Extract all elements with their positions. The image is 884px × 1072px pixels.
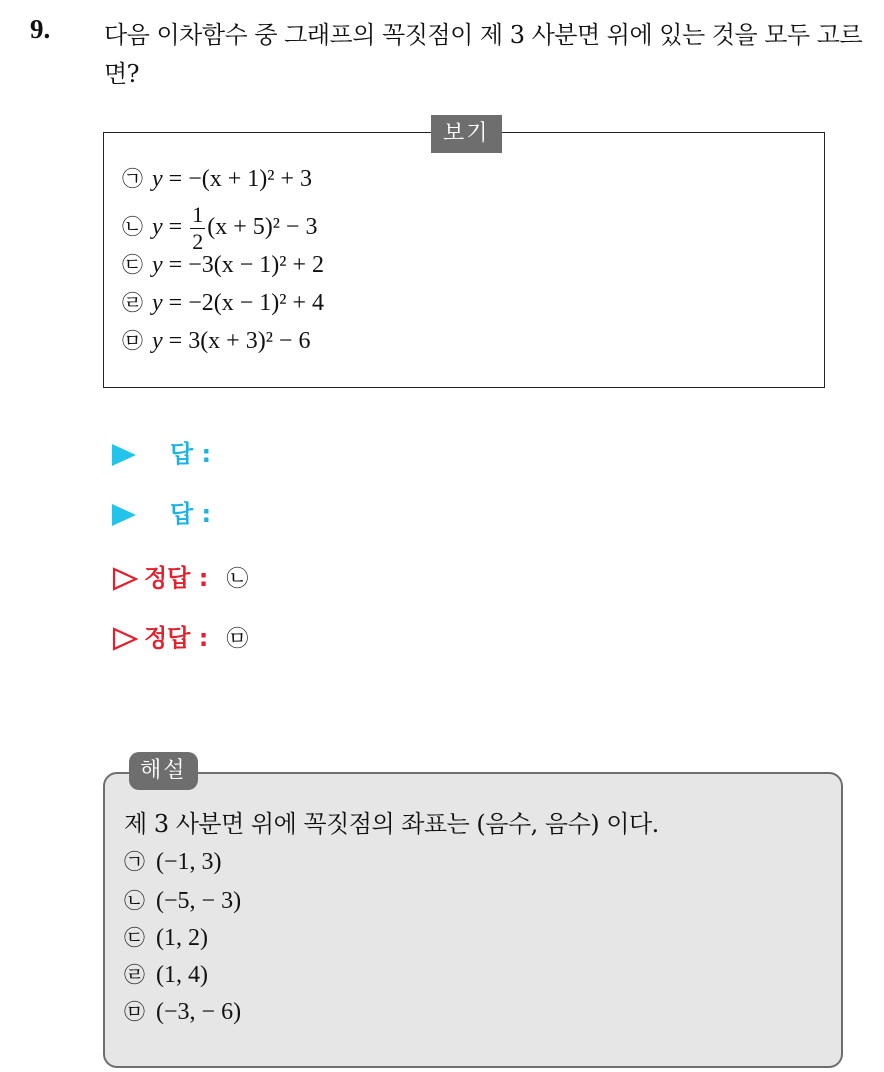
explanation-item [124, 923, 208, 953]
circled-mark: ㉢ [122, 253, 143, 277]
equation: (x + 5)² − 3 [207, 214, 318, 241]
variable: y [152, 252, 163, 278]
explanation-item [124, 886, 241, 916]
correct-answer-label: 정답 : [144, 624, 209, 652]
equation: = −2(x − 1)² + 4 [162, 290, 324, 316]
vertex-coordinate: (1, 4) [156, 962, 208, 988]
bogi-label: 보기 [431, 115, 502, 153]
vertex-coordinate: (−5, − 3) [156, 888, 242, 914]
circled-mark: ㉠ [122, 167, 143, 191]
answer-row [112, 498, 211, 530]
question-number: 9. [30, 14, 51, 44]
explanation-item [124, 960, 208, 990]
circled-mark: ㉠ [124, 850, 145, 874]
explanation-label: 해설 [129, 752, 198, 790]
variable: y [152, 328, 163, 354]
bogi-item [122, 204, 317, 253]
answer-label: 답 : [170, 500, 212, 528]
circled-mark: ㉡ [122, 215, 143, 240]
vertex-coordinate: (−1, 3) [156, 849, 222, 875]
variable: y [152, 290, 163, 316]
outline-triangle-icon [112, 627, 138, 651]
question-text: 다음 이차함수 중 그래프의 꼭짓점이 제 3 사분면 위에 있는 것을 모두 고르면? [104, 21, 863, 88]
equation: = −3(x − 1)² + 2 [162, 252, 324, 278]
equation: = 3(x + 3)² − 6 [162, 328, 311, 354]
variable: y [152, 214, 163, 241]
outline-triangle-icon [112, 567, 138, 591]
equals: = [162, 214, 189, 241]
answer-row [112, 438, 211, 470]
variable: y [152, 166, 163, 192]
equation: = −(x + 1)² + 3 [162, 166, 312, 192]
correct-answer-label: 정답 : [144, 564, 209, 592]
play-triangle-icon [112, 504, 136, 526]
explanation-item [124, 997, 241, 1027]
circled-mark: ㉣ [124, 963, 145, 987]
vertex-coordinate: (−3, − 6) [156, 999, 242, 1025]
correct-answer-value: ㉤ [226, 627, 249, 652]
bogi-item [122, 250, 324, 280]
circled-mark: ㉣ [122, 291, 143, 315]
answer-label: 답 : [170, 440, 212, 468]
vertex-coordinate: (1, 2) [156, 925, 208, 951]
circled-mark: ㉢ [124, 926, 145, 950]
play-triangle-icon [112, 444, 136, 466]
correct-answer-row [112, 562, 248, 594]
fraction [190, 204, 205, 253]
bogi-item [122, 164, 312, 194]
explanation-item [124, 847, 222, 877]
circled-mark: ㉡ [124, 889, 145, 913]
fraction-numerator: 1 [192, 202, 204, 227]
bogi-item [122, 288, 324, 318]
fraction-denominator: 2 [192, 229, 204, 254]
circled-mark: ㉤ [124, 1000, 145, 1024]
explanation-text: 제 3 사분면 위에 꼭짓점의 좌표는 (음수, 음수) 이다. [124, 810, 659, 838]
correct-answer-row [112, 622, 248, 654]
bogi-item [122, 326, 310, 356]
circled-mark: ㉤ [122, 329, 143, 353]
correct-answer-value: ㉡ [226, 567, 249, 592]
